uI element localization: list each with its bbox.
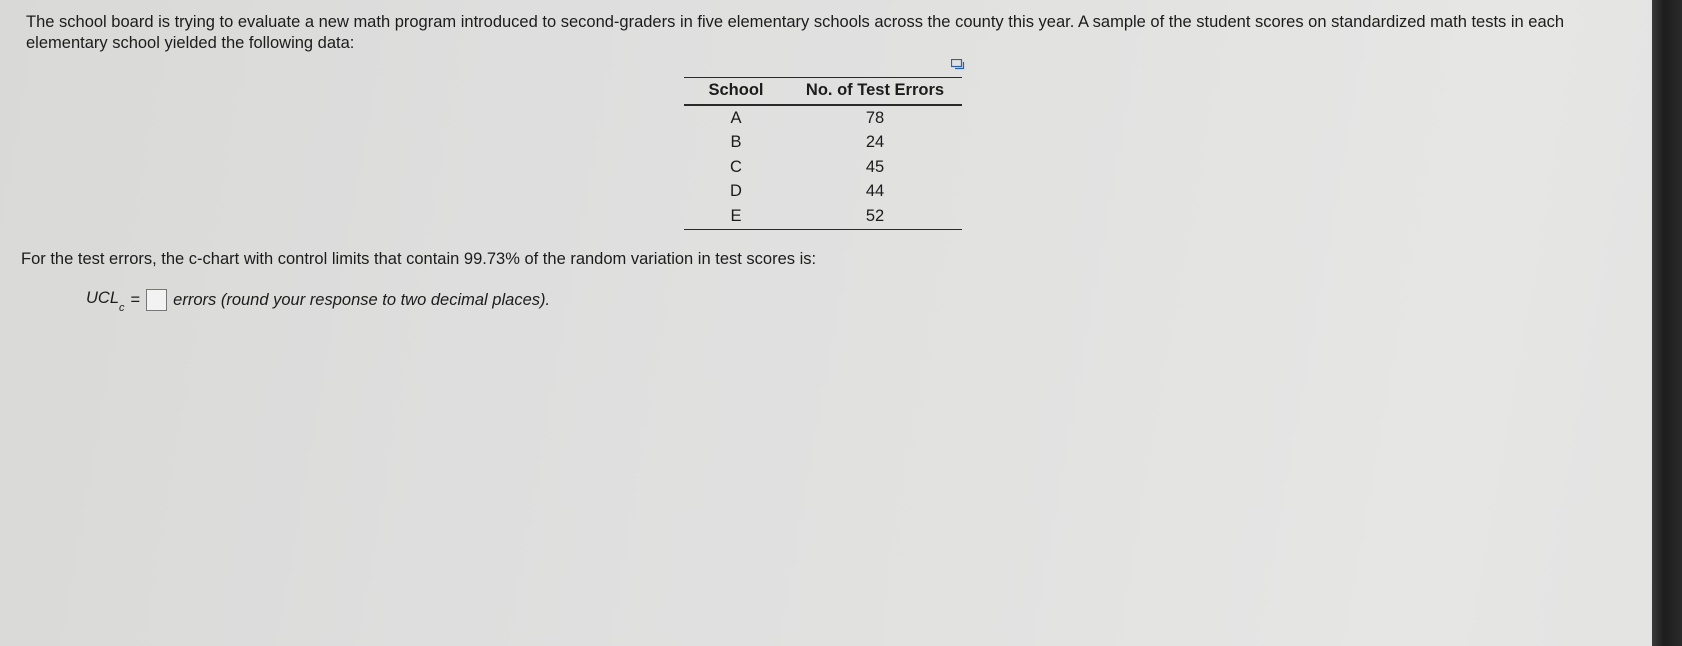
header-test-errors: No. of Test Errors xyxy=(788,78,962,106)
table-header-row xyxy=(684,78,962,106)
cell-errors: 78 xyxy=(865,108,885,127)
problem-intro-text: The school board is trying to evaluate a new math program introduced to second-graders in five elementary schools across the county this year. A sample of the student scores on standardized math tests in each elementary school yielded the following data: xyxy=(26,13,1565,52)
cell-errors: 24 xyxy=(865,133,885,152)
screen-bezel-edge xyxy=(1652,0,1682,646)
table-row xyxy=(684,180,962,205)
ucl-label xyxy=(86,289,125,314)
cell-errors: 45 xyxy=(865,157,885,176)
cell-errors: 44 xyxy=(865,182,885,201)
table-row xyxy=(684,155,962,180)
ucl-answer-line xyxy=(86,289,551,314)
ucl-label-subscript: c xyxy=(119,301,125,314)
ucl-answer-input[interactable] xyxy=(146,289,167,311)
equals-sign: = xyxy=(130,290,141,309)
table-row xyxy=(684,105,962,131)
cell-school: C xyxy=(730,157,742,176)
cell-school: A xyxy=(730,108,742,127)
answer-instructions: errors (round your response to two decimal places). xyxy=(173,290,551,309)
cell-school: D xyxy=(730,182,742,201)
cell-school: E xyxy=(684,204,788,229)
table-row xyxy=(684,204,962,229)
table-row xyxy=(684,131,962,156)
cell-school: B xyxy=(730,133,742,152)
test-errors-table xyxy=(684,77,962,230)
cell-errors: 52 xyxy=(788,204,962,229)
header-school: School xyxy=(684,78,788,106)
question-text: For the test errors, the c-chart with control limits that contain 99.73% of the random variation in test scores is: xyxy=(21,250,817,268)
copy-table-icon[interactable] xyxy=(951,59,965,71)
ucl-label-main: UCL xyxy=(86,289,120,308)
